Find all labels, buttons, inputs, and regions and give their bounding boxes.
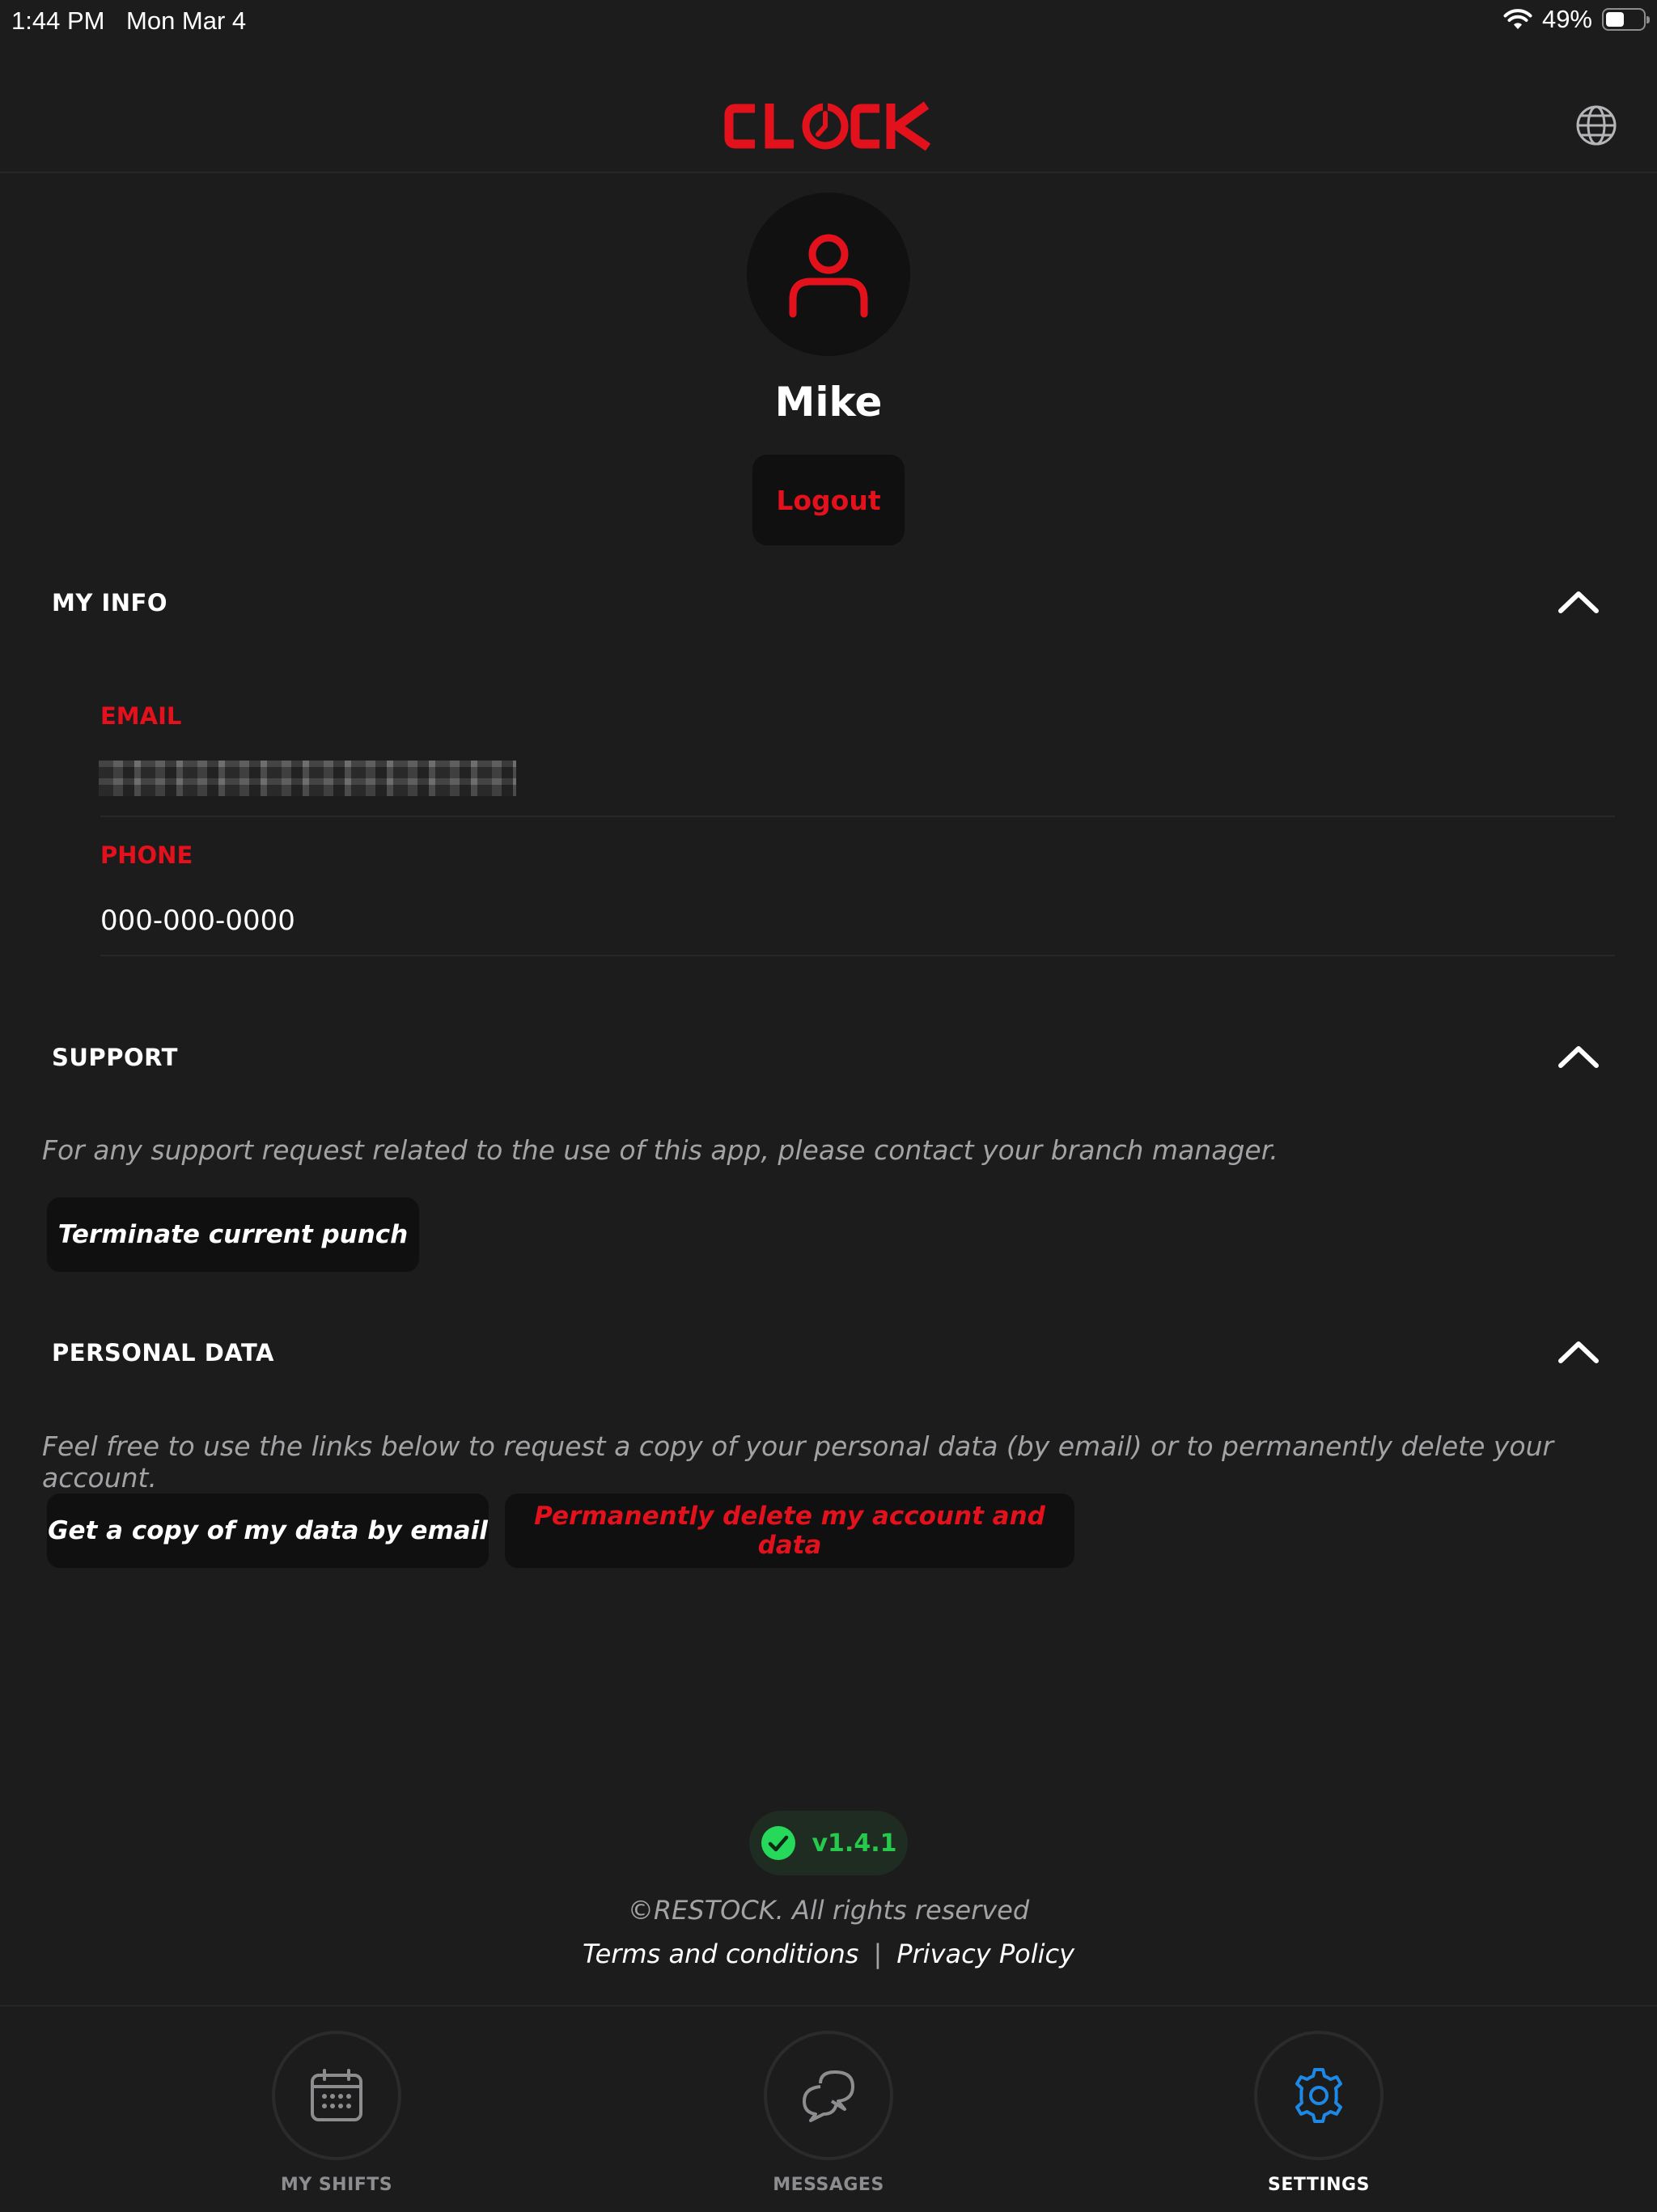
delete-account-button[interactable]: Permanently delete my account and data — [505, 1494, 1074, 1568]
status-bar — [0, 0, 1657, 40]
user-name: Mike — [774, 379, 883, 426]
terms-link[interactable]: Terms and conditions — [582, 1939, 859, 1969]
calendar-icon — [308, 2067, 365, 2124]
support-description: For any support request related to the use of this app, please contact your branch manager. — [42, 1134, 1278, 1166]
check-circle-icon — [761, 1825, 796, 1861]
phone-label: PHONE — [100, 841, 193, 869]
personal-data-title: PERSONAL DATA — [52, 1339, 274, 1367]
clock-logo — [724, 97, 934, 155]
version-badge — [749, 1811, 908, 1875]
phone-divider — [100, 955, 1615, 956]
chevron-up-icon[interactable] — [1557, 1044, 1600, 1070]
tab-my-shifts-label: MY SHIFTS — [280, 2175, 393, 2195]
user-icon — [786, 230, 871, 319]
battery-fill — [1606, 12, 1624, 27]
terminate-punch-button[interactable]: Terminate current punch — [47, 1197, 419, 1272]
tab-messages[interactable] — [707, 2006, 950, 2212]
my-info-title: MY INFO — [52, 589, 167, 617]
tab-my-shifts-circle[interactable] — [272, 2031, 401, 2160]
tab-settings[interactable] — [1197, 2006, 1440, 2212]
chevron-up-icon[interactable] — [1557, 1339, 1600, 1365]
phone-value: 000-000-0000 — [100, 905, 295, 937]
app-header — [0, 81, 1657, 173]
gear-icon — [1290, 2066, 1348, 2125]
globe-icon[interactable] — [1574, 104, 1618, 147]
avatar — [747, 193, 910, 356]
status-date: Mon Mar 4 — [126, 6, 247, 35]
footer-links — [0, 1939, 1657, 1969]
status-indicators — [1503, 5, 1646, 34]
battery-icon — [1602, 8, 1646, 31]
tab-messages-label: MESSAGES — [773, 2175, 884, 2195]
tab-bar — [0, 2005, 1657, 2212]
copyright: ©RESTOCK. All rights reserved — [627, 1895, 1030, 1926]
tab-my-shifts[interactable] — [215, 2006, 458, 2212]
personal-data-description: Feel free to use the links below to request a copy of your personal data (by email) or to permanently delete your account. — [42, 1430, 1554, 1494]
version-text: v1.4.1 — [812, 1829, 897, 1858]
status-time: 1:44 PM — [11, 6, 105, 35]
tab-settings-label: SETTINGS — [1268, 2175, 1370, 2195]
email-divider — [100, 816, 1615, 817]
wifi-icon — [1503, 8, 1532, 31]
chevron-up-icon[interactable] — [1557, 589, 1600, 615]
privacy-link[interactable]: Privacy Policy — [896, 1939, 1074, 1969]
link-separator: | — [873, 1939, 883, 1969]
email-label: EMAIL — [100, 702, 182, 730]
logout-button[interactable]: Logout — [752, 455, 905, 545]
tab-settings-circle[interactable] — [1254, 2031, 1384, 2160]
support-title: SUPPORT — [52, 1044, 178, 1071]
battery-percent: 49% — [1541, 5, 1592, 33]
chat-bubbles-icon — [799, 2067, 858, 2124]
copy-data-button[interactable]: Get a copy of my data by email — [47, 1494, 489, 1568]
email-value-redacted — [99, 761, 516, 796]
tab-messages-circle[interactable] — [764, 2031, 893, 2160]
